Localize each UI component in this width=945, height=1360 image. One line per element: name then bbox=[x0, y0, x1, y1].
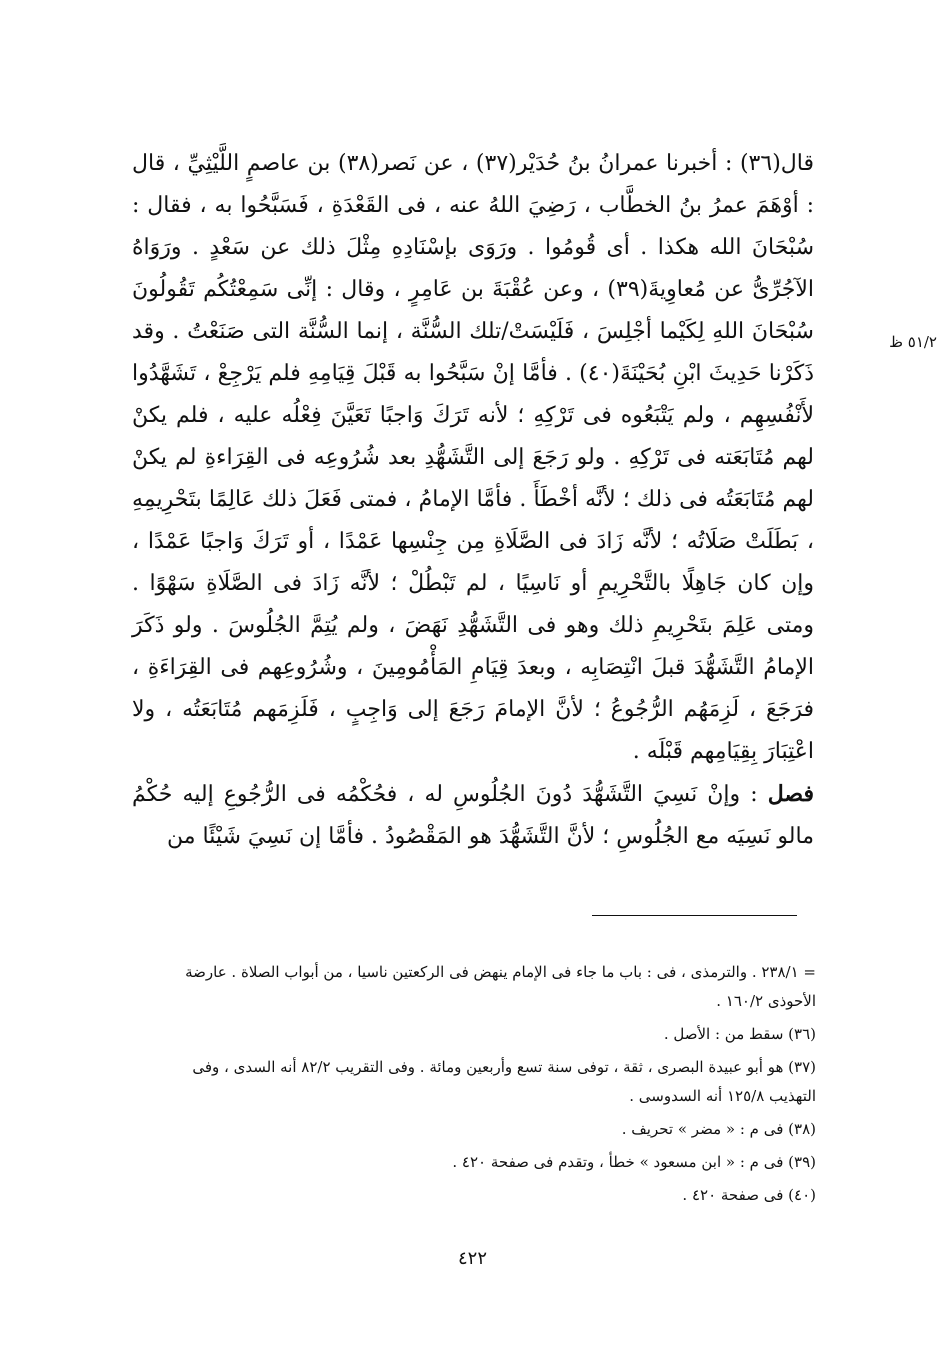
footnote-separator bbox=[592, 915, 797, 916]
footnote-38: (٣٨) فى م : « مضر » تحريف . bbox=[621, 1120, 816, 1138]
margin-folio-note: ٥١/٢ ظ bbox=[889, 333, 937, 351]
footnote-continuation-line-2: الأحوذى ١٦٠/٢ . bbox=[716, 992, 816, 1010]
main-paragraph-2 bbox=[132, 773, 814, 858]
page-number: ٤٢٢ bbox=[457, 1248, 487, 1269]
main-paragraph-1: قال(٣٦) : أخبرنا عمرانُ بنُ حُدَيْر(٣٧) ، عن نَصر(٣٨) بن عاصمٍ اللَّيْثِيِّ ، قال : أوْهَمَ عمرُ بنُ الخطَّاب ، رَضِيَ اللهُ عنه ، فى القَعْدَةِ ، فَسَبَّحُوا به ، فقال : سُبْحَانَ الله هكذا . أى قُومُوا . ورَوَى بإسْنَادِهِ مِثْلَ ذلك عن سَعْدٍ . ورَوَاهُ الآجُرِّىُّ عن مُعاوِيةَ(٣٩) ، وعن عُقْبَةَ بن عَامِرٍ ، وقال : إنِّى سَمِعْتُكُم تَقُولُونَ سُبْحَانَ اللهِ لِكَيْما أجْلِسَ ، فَلَيْسَتْ/تلك السُّنَّة ، إنما السُّنَّة التى صَنَعْتُ . وقد ذَكَرْنا حَدِيثَ ابْنِ بُحَيْنَةَ(٤٠) . فأمَّا إنْ سَبَّحُوا به قَبْلَ قِيَامِهِ فلم يَرْجِعْ ، تَشَهَّدُوا لأَنْفُسِهِم ، ولم يَتْبَعُوه فى تَرْكِهِ ؛ لأنه تَرَكَ وَاجبًا تَعَيَّنَ فِعْلُه عليه ، فلم يكنْ لهم مُتَابَعَته فى تَرْكِهِ . ولو رَجَعَ إلى التَّشَهُّدِ بعد شُرُوعِه فى القِرَاءةِ لم يكنْ لهم مُتَابَعَتُه فى ذلك ؛ لأنَّه أخْطَأَ . فأمَّا الإمامُ ، فمتى فَعَلَ ذلك عَالِمًا بتَحْرِيمِهِ ، بَطَلَتْ صَلَاتُه ؛ لأنَّه زَادَ فى الصَّلَاةِ مِن جِنْسِها عَمْدًا ، أو تَرَكَ وَاجبًا عَمْدًا ، وإن كان جَاهِلًا بالتَّحْرِيمِ أو نَاسِيًا ، لم تَبْطُلْ ؛ لأنَّه زَادَ فى الصَّلَاةِ سَهْوًا . ومتى عَلِمَ بتَحْرِيمِ ذلك وهو فى التَّشَهُّدِ نَهَضَ ، ولم يُتِمَّ الجُلُوسَ . ولو ذَكَرَ الإمامُ التَّشَهُّدَ قبلَ انْتِصَابِه ، وبعدَ قِيَامِ المَأْمُومِينَ ، وشُرُوعِهم فى القِرَاءَةِ ، فرَجَعَ ، لَزِمَهُم الرُّجُوعُ ؛ لأنَّ الإمامَ رَجَعَ إلى وَاجِبٍ ، فَلَزِمَهم مُتَابَعَتُه ، ولا اعْتِبَارَ بِقِيَامِهم قَبْلَه . bbox=[132, 151, 815, 764]
footnote-36: (٣٦) سقط من : الأصل . bbox=[663, 1025, 816, 1043]
footnote-37-line-1: (٣٧) هو أبو عبيدة البصرى ، ثقة ، توفى سنة تسع وأربعين ومائة . وفى التقريب ٨٢/٢ أنه السدى ، وفى bbox=[192, 1058, 816, 1076]
footnotes bbox=[130, 958, 816, 1214]
fasl-label: فصل bbox=[767, 781, 814, 807]
main-paragraph-2-text: : وإنْ نَسِيَ التَّشَهُّدَ دُونَ الجُلُوسِ له ، فحُكْمُه فى الرُّجُوعِ إليه حُكْمُ مالو نَسِيَه مع الجُلُوسِ ؛ لأنَّ التَّشَهُّدَ هو المَقْصُودُ . فأمَّا إن نَسِيَ شَيْئًا من bbox=[132, 782, 814, 849]
footnote-continuation-line-1: = ٢٣٨/١ . والترمذى ، فى : باب ما جاء فى الإمام ينهض فى الركعتين ناسيا ، من أبواب الصلاة . عارضة bbox=[185, 963, 816, 981]
footnote-37-line-2: التهذيب ١٢٥/٨ أنه السدوسى . bbox=[629, 1087, 816, 1105]
footnote-39: (٣٩) فى م : « ابن مسعود » خطأ ، وتقدم فى صفحة ٤٢٠ . bbox=[452, 1153, 816, 1171]
footnote-40: (٤٠) فى صفحة ٤٢٠ . bbox=[682, 1186, 816, 1204]
main-text-body bbox=[132, 143, 814, 858]
